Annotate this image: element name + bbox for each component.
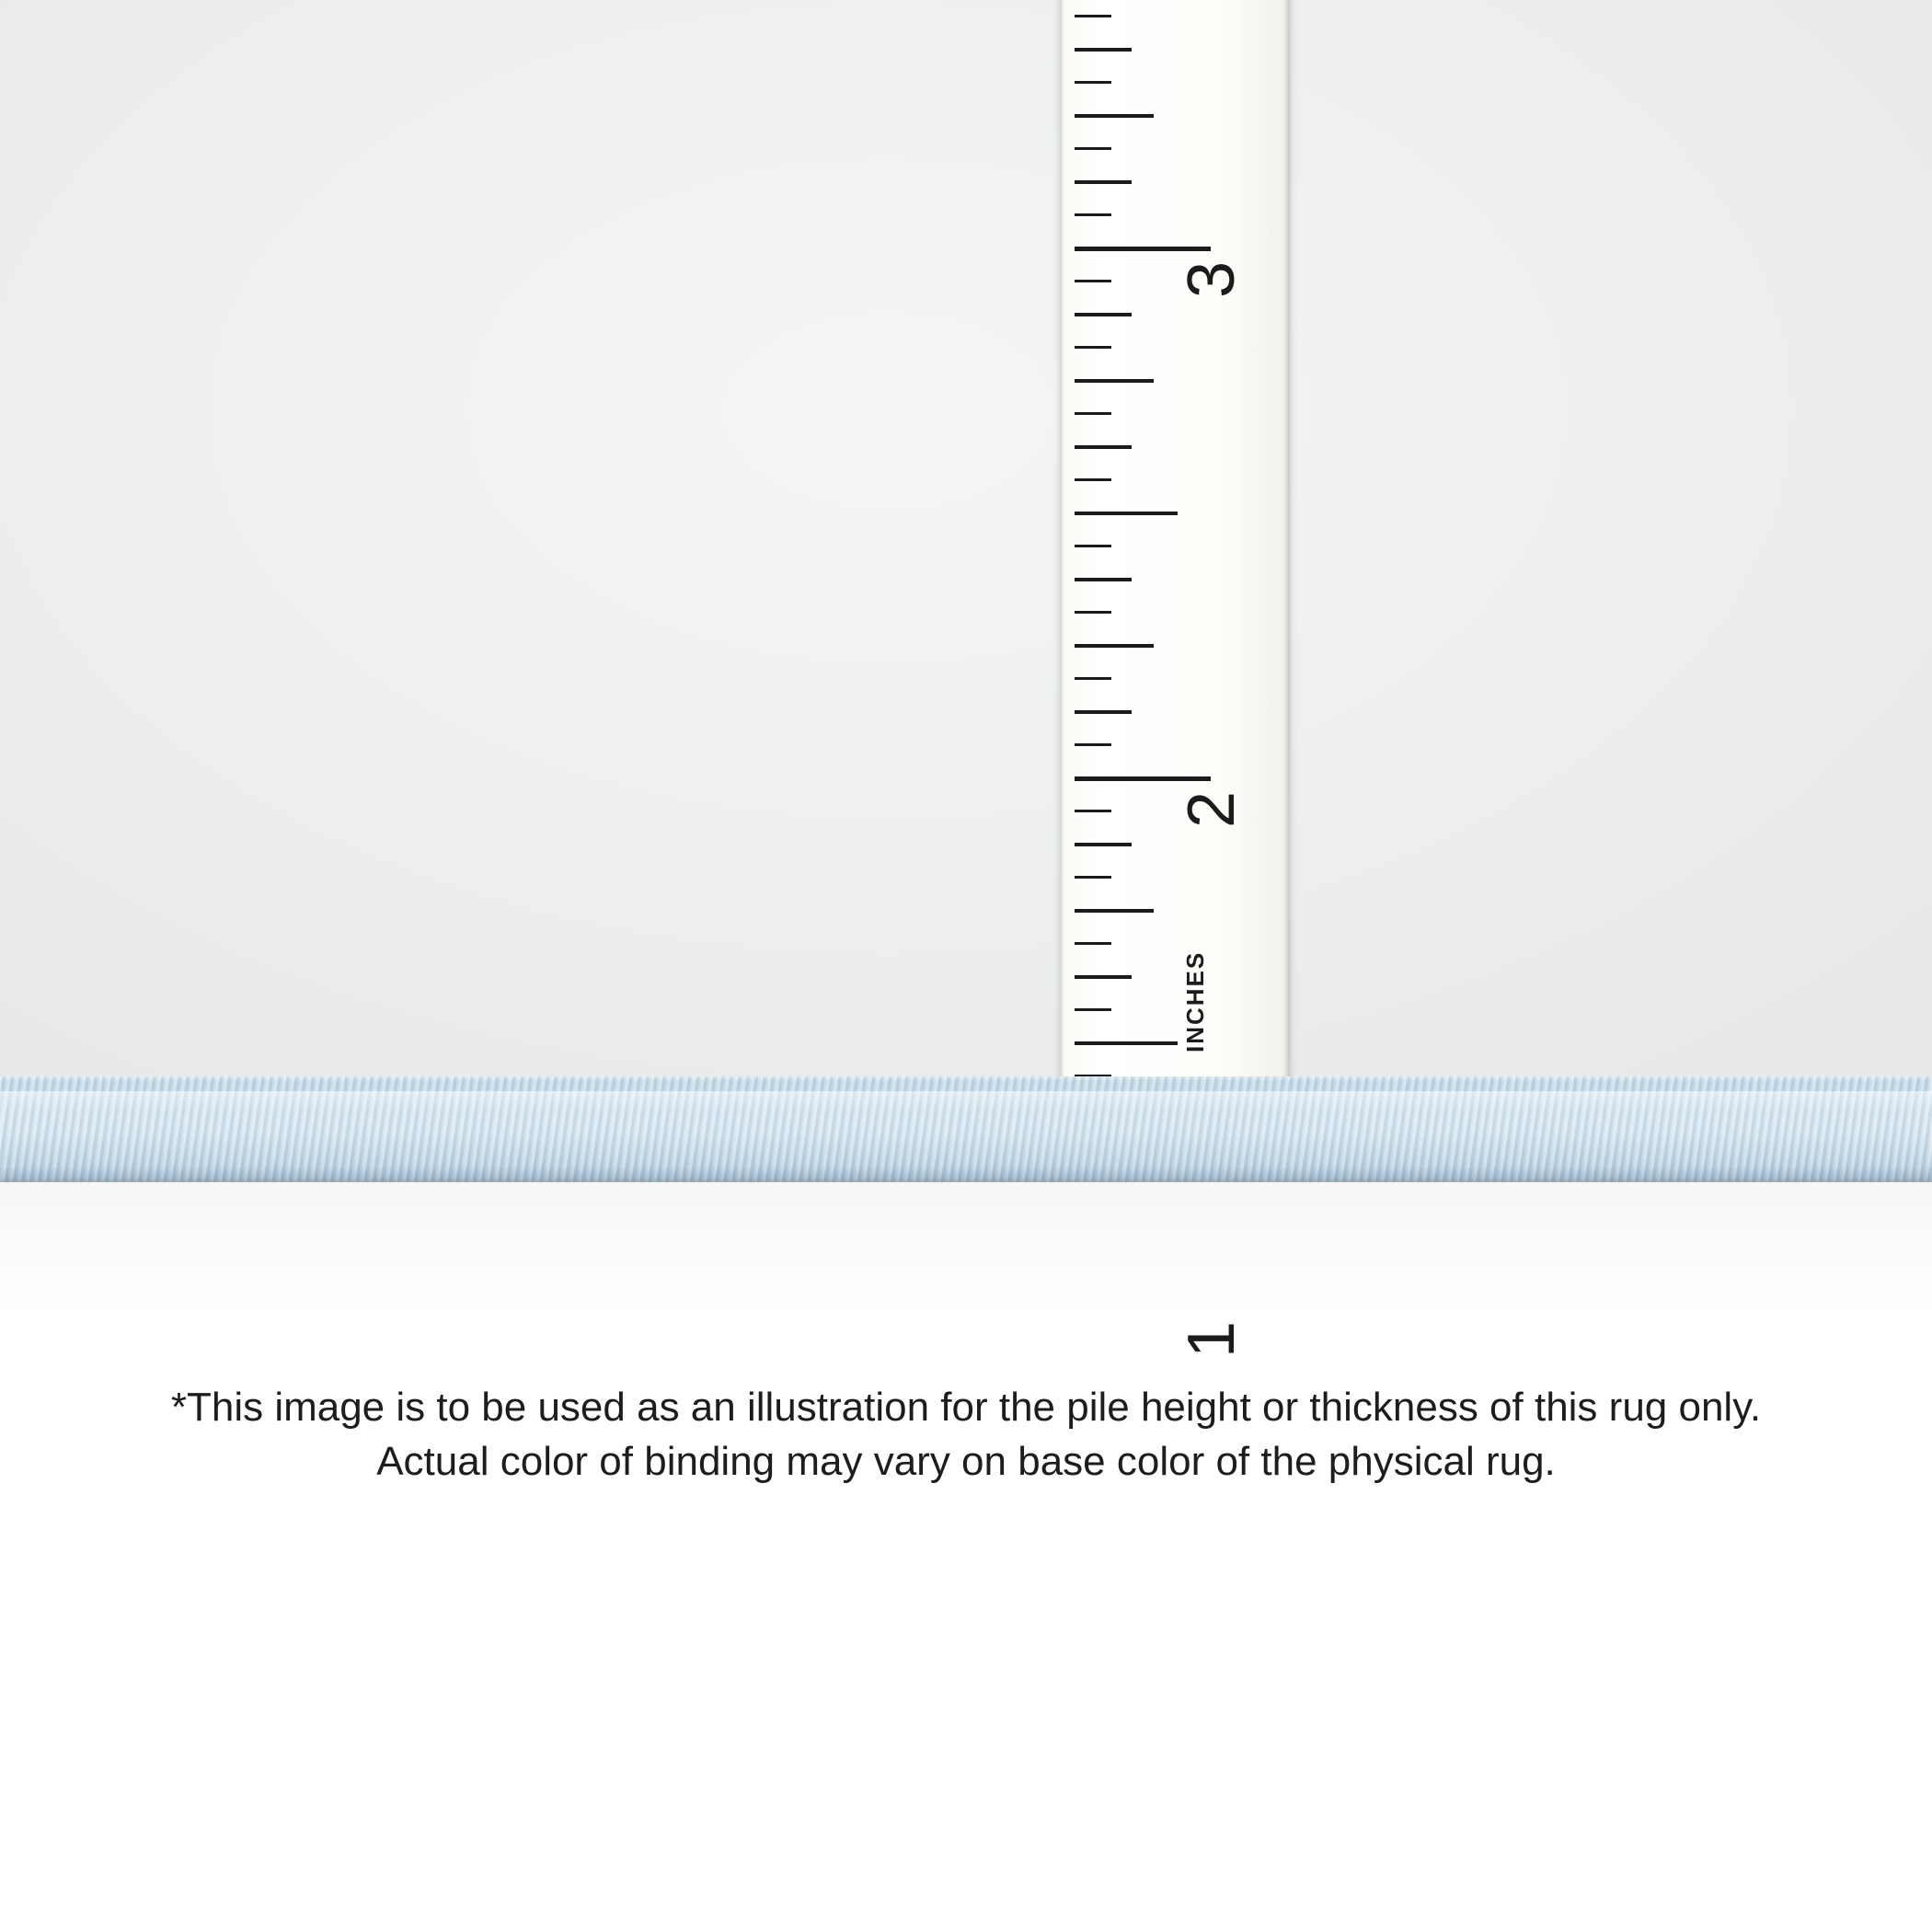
ruler-tick [1075,1008,1111,1011]
ruler-tick-major-3 [1075,247,1211,251]
caption-line-1: *This image is to be used as an illustration for the pile height or thickness of this rug only. [170,1385,1762,1430]
ruler [1060,0,1290,1358]
ruler-tick [1075,478,1111,481]
ruler-tick [1075,843,1132,846]
ruler-tick [1075,909,1154,913]
ruler-tick [1075,644,1154,648]
ruler-tick [1075,313,1132,316]
ruler-tick-major-2 [1075,776,1211,781]
ruler-unit-label: INCHES [1181,950,1209,1052]
ruler-tick [1075,379,1154,383]
ruler-right-edge [1283,0,1290,1174]
ruler-tick [1075,48,1132,52]
ruler-tick [1075,180,1132,184]
ruler-left-edge [1060,0,1064,1174]
ruler-tick [1075,114,1154,118]
ruler-tick [1075,445,1132,449]
ruler-tick [1075,545,1111,547]
floor-surface [0,1182,1932,1320]
ruler-tick-half [1075,512,1178,515]
ruler-tick [1075,412,1111,415]
ruler-tick [1075,810,1111,812]
ruler-number-1: 1 [1175,1320,1248,1358]
ruler-number-3: 3 [1175,260,1248,298]
ruler-tick [1075,710,1132,714]
ruler-tick-half [1075,1041,1178,1045]
ruler-tick [1075,280,1111,282]
ruler-tick [1075,942,1111,945]
ruler-tick [1075,975,1132,979]
ruler-tick [1075,81,1111,84]
ruler-tick [1075,876,1111,879]
ruler-tick [1075,611,1111,614]
ruler-tick [1075,213,1111,216]
ruler-tick [1075,743,1111,746]
ruler-tick [1075,15,1111,17]
ruler-tick [1075,677,1111,680]
ruler-number-2: 2 [1175,790,1248,828]
ruler-tick [1075,578,1132,581]
disclaimer-caption [0,1380,1932,1489]
ruler-tick [1075,147,1111,150]
ruler-tick [1075,346,1111,349]
rug-binding-edge [0,1076,1932,1185]
caption-line-2: Actual color of binding may vary on base color of the physical rug. [376,1439,1556,1485]
